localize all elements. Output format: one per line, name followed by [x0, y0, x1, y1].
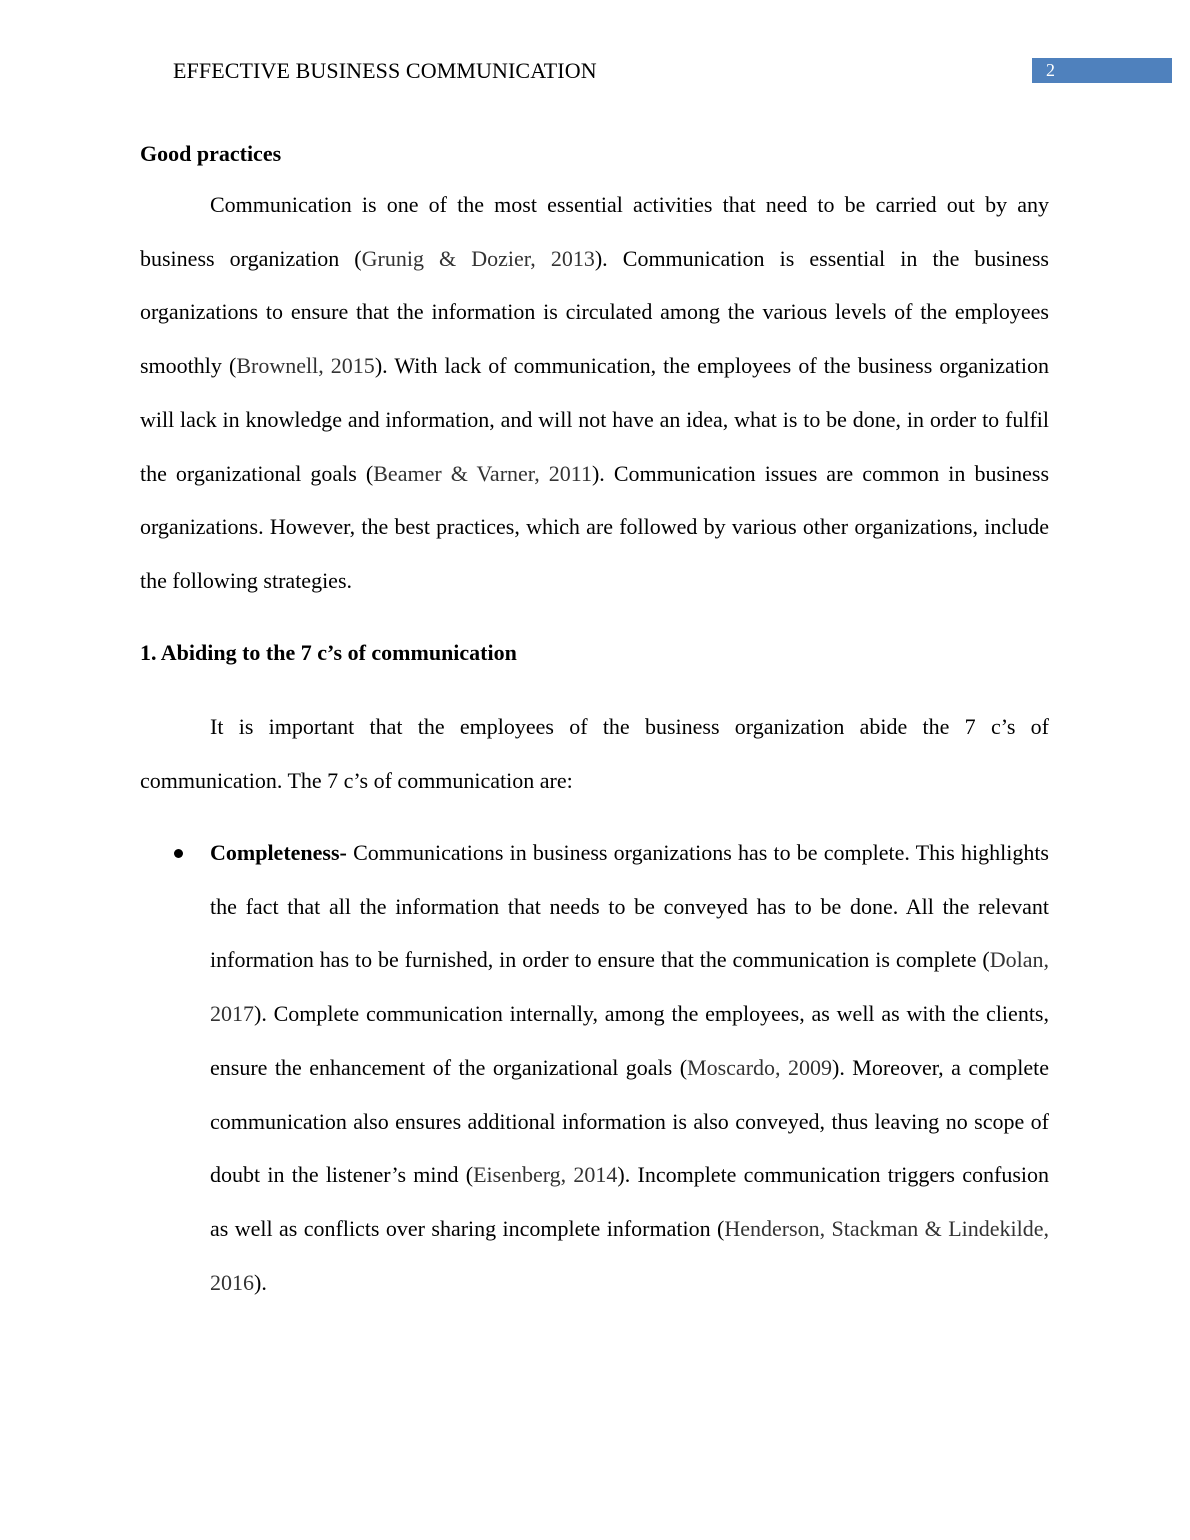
section-heading-good-practices: Good practices: [140, 141, 282, 166]
citation: Grunig & Dozier, 2013: [361, 245, 595, 271]
citation: Dolan, 2017: [210, 947, 1049, 1027]
paragraph-good-practices: [140, 178, 1049, 608]
citation: Beamer & Varner, 2011: [373, 460, 592, 486]
running-head: EFFECTIVE BUSINESS COMMUNICATION: [173, 58, 597, 83]
text-run: ). Complete communication internally, among the employees, as well as with the clients, ensure the enhancement of the organizational goals (: [210, 1001, 1049, 1080]
text-run: Communication is one of the most essential activities that need to be carried out by any business organization (: [140, 192, 1049, 271]
text-run: ).: [254, 1269, 267, 1295]
text-run: ). With lack of communication, the employees of the business organization will lack in knowledge and information, and will not have an idea, what is to be done, in order to fulfil the organizational goals (: [140, 353, 1049, 486]
bullet-item-completeness: [210, 826, 1049, 1309]
citation: Moscardo, 2009: [687, 1054, 832, 1080]
text-run: Communications in business organizations has to be complete. This highlights the fact that all the information that needs to be conveyed has to be done. All the relevant information has to be furnished, in order to ensure that the communication is complete (: [210, 840, 1049, 973]
bullet-term: Completeness-: [210, 840, 347, 865]
text-run: ). Incomplete communication triggers confusion as well as conflicts over sharing incomplete information (: [210, 1162, 1049, 1241]
text-run: ). Moreover, a complete communication also ensures additional information is also conveyed, thus leaving no scope of doubt in the listener’s mind (: [210, 1054, 1049, 1188]
page-number: 2: [1032, 58, 1172, 83]
citation: Henderson, Stackman & Lindekilde, 2016: [210, 1215, 1049, 1295]
citation: Eisenberg, 2014: [473, 1162, 618, 1188]
text-run: ). Communication issues are common in business organizations. However, the best practices, which are followed by various other organizations, include the following strategies.: [140, 460, 1049, 593]
section-heading-7cs: 1. Abiding to the 7 c’s of communication: [140, 640, 517, 665]
citation: Brownell, 2015: [236, 353, 375, 379]
paragraph-7cs-intro: It is important that the employees of the business organization abide the 7 c’s of communication. The 7 c’s of communication are:: [140, 714, 1049, 793]
bullet-icon: [174, 849, 183, 858]
text-run: ). Communication is essential in the business organizations to ensure that the information is circulated among the various levels of the employees smoothly (: [140, 245, 1049, 379]
